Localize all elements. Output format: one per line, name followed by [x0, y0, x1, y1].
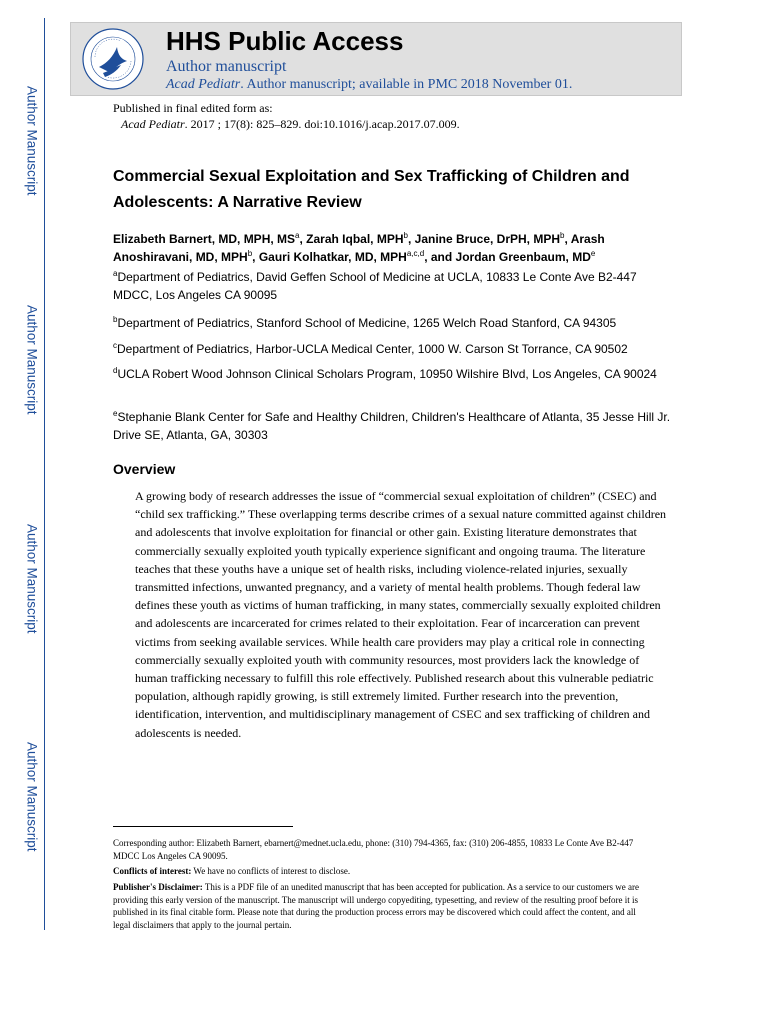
author-sup: b: [247, 249, 253, 258]
author-name: Arash Anoshiravani, MD, MPH: [113, 232, 605, 264]
availability-text: . Author manuscript; available in PMC 2018 November 01.: [240, 77, 573, 92]
side-label-author-manuscript: Author Manuscript: [24, 86, 40, 196]
author-name: Jordan Greenbaum, MD: [455, 250, 591, 264]
affiliation: $^a$Department of Pediatrics, David Geffen School of Medicine at UCLA, 10833 Le Conte Ave B2-447 MDCC, Los Angeles CA 90095: [113, 269, 637, 302]
side-label-author-manuscript: Author Manuscript: [24, 742, 40, 852]
header-journal-line: [166, 77, 572, 93]
author-name: Zarah Iqbal, MPH: [306, 232, 404, 246]
header-title: HHS Public Access: [166, 26, 404, 56]
citation-details: . 2017 ; 17(8): 825–829. doi:10.1016/j.acap.2017.07.009.: [184, 117, 460, 131]
citation-journal: Acad Pediatr: [121, 117, 185, 131]
footnote-conflicts: Conflicts of interest: We have no conflicts of interest to disclose.: [113, 866, 351, 876]
affiliation: $^b$Department of Pediatrics, Stanford School of Medicine, 1265 Welch Road Stanford, CA 94305: [113, 315, 617, 330]
affiliation: $^d$UCLA Robert Wood Johnson Clinical Scholars Program, 10950 Wilshire Blvd, Los Angeles, CA 90024: [113, 366, 657, 381]
author-name: Elizabeth Barnert, MD, MPH, MS: [113, 232, 296, 246]
author-sup: e: [590, 249, 596, 258]
header-subtitle: Author manuscript: [166, 58, 287, 75]
hhs-header: [70, 22, 682, 96]
hhs-seal-icon: [81, 27, 145, 91]
overview-heading: Overview: [113, 461, 176, 477]
author-sup: a,c,d: [406, 249, 425, 258]
left-margin-rule: [44, 18, 45, 930]
journal-abbrev: Acad Pediatr: [166, 77, 241, 92]
affiliation: $^c$Department of Pediatrics, Harbor-UCLA Medical Center, 1000 W. Carson St Torrance, CA 90502: [113, 341, 628, 356]
side-label-author-manuscript: Author Manuscript: [24, 524, 40, 634]
side-label-author-manuscript: Author Manuscript: [24, 305, 40, 415]
affiliation: $^e$Stephanie Blank Center for Safe and Healthy Children, Children's Healthcare of Atlanta, 35 Jesse Hill Jr. Drive SE, Atlanta, GA, 30303: [113, 409, 671, 442]
author-name: Gauri Kolhatkar, MD, MPH: [258, 250, 407, 264]
author-name: Janine Bruce, DrPH, MPH: [414, 232, 561, 246]
footnote-rule: [113, 826, 293, 827]
author-sup: a: [295, 231, 300, 240]
citation: [121, 117, 460, 132]
author-sup: b: [403, 231, 408, 240]
article-title: Commercial Sexual Exploitation and Sex Trafficking of Children and Adolescents: A Narrative Review: [113, 168, 630, 211]
footnote-corresponding: Corresponding author: Elizabeth Barnert, ebarnert@mednet.ucla.edu, phone: (310) 794-4365, fax: (310) 206-4855, 10833 Le Conte Ave B2-447 MDCC Los Angeles CA 90095.: [113, 838, 634, 861]
published-label: Published in final edited form as:: [113, 101, 273, 115]
footnote-disclaimer: Publisher's Disclaimer: This is a PDF file of an unedited manuscript that has been accepted for publication. As a service to our customers we are providing this early version of the manuscript. The manuscript will undergo copyediting, typesetting, and review of the resulting proof before it is published in its final citable form. Please note that during the production process errors may be discovered which could affect the content, and all legal disclaimers that apply to the journal pertain.: [113, 882, 639, 930]
overview-paragraph: A growing body of research addresses the issue of “commercial sexual exploitation of children” (CSEC) and “child sex trafficking.” These overlapping terms describe crimes of a sexual nature committed against children and adolescents that involve exploitation for financial or other gain. Existing literature demonstrates that commercially sexually exploited youth typically experience significant and ongoing trauma. The literature teaches that these youths have a unique set of health risks, including violence-related injuries, sexually transmitted infections, unwanted pregnancy, and a variety of mental health problems. Though federal law defines these youth as victims of human trafficking, in many states, commercially sexually exploited children and adolescents are incarcerated for crimes related to their exploitation. Fear of incarceration can prevent victims from seeking available services. While health care providers may play a critical role in connecting commercially sexually exploited youth with community resources, most providers lack the knowledge of human trafficking necessary to fulfill this role effectively. Published research about this vulnerable pediatric population, although rapidly growing, is still extremely limited. Further research into the prevention, identification, intervention, and multidisciplinary management of CSEC and sex trafficking of children and adolescents is needed.: [135, 489, 667, 740]
author-list: Elizabeth Barnert, MD, MPH, $MS^a$, Zarah Iqbal, MPH$^b$, Janine Bruce, DrPH, MPH$^b$, Arash Anoshiravani, MD, MPH$^b$, Gauri Kolhatkar, MD, MPH$^{a,c,d}$, and Jordan Greenbaum, MDe: [113, 231, 605, 264]
author-sup: b: [560, 231, 565, 240]
